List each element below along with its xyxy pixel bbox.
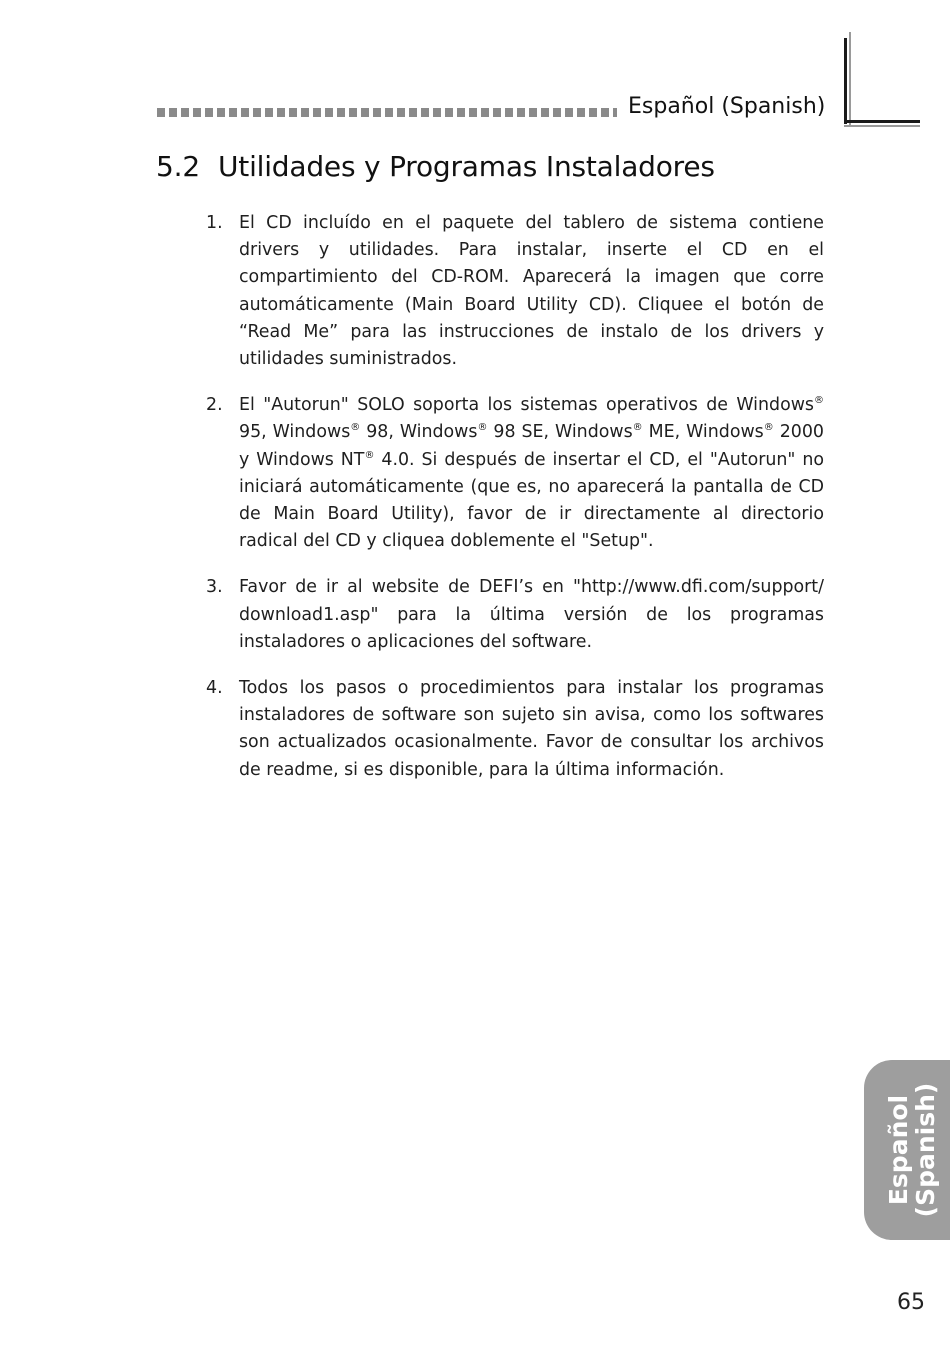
list-item-text-part: 2000 y Windows NT bbox=[239, 422, 824, 470]
list-item-text: Todos los pasos o procedimientos para instalar los programas instaladores de software son sujeto sin avisa, como los softwares son actualizados ocasionalmente. Favor de consultar los archivos de readme, si es disponible, para la última información. bbox=[239, 678, 824, 780]
instruction-list bbox=[200, 210, 824, 803]
side-tab-line2: (Spanish) bbox=[911, 1082, 940, 1218]
registered-mark: ® bbox=[814, 395, 824, 407]
registered-mark: ® bbox=[763, 422, 774, 434]
side-language-tab bbox=[864, 1060, 950, 1240]
list-item-text: Favor de ir al website de DEFI’s en "http://www.dfi.com/support/ download1.asp" para la última versión de los programas instaladores o aplicaciones del software. bbox=[239, 577, 824, 652]
list-item-text-part: 4.0. Si después de insertar el CD, el "Autorun" no iniciará automáticamente (que es, no aparecerá la pantalla de CD de Main Board Utility), favor de ir directamente al directorio radical del CD y cliquea doblemente el "Setup". bbox=[239, 449, 825, 552]
registered-mark: ® bbox=[632, 422, 643, 434]
list-item-text-part: 95, Windows bbox=[239, 422, 351, 443]
section-title bbox=[156, 150, 715, 183]
list-item-number: 2. bbox=[206, 395, 223, 416]
section-number: 5.2 bbox=[156, 150, 200, 183]
list-item-number: 4. bbox=[206, 678, 223, 699]
registered-mark: ® bbox=[350, 422, 361, 434]
corner-bracket-line bbox=[844, 38, 847, 124]
list-item-number: 1. bbox=[206, 213, 223, 233]
page-number: 65 bbox=[897, 1290, 925, 1315]
corner-bracket-shadow bbox=[849, 32, 851, 126]
header-dotted-rule bbox=[157, 108, 617, 117]
list-item bbox=[200, 574, 824, 656]
list-item-text-part: 98, Windows bbox=[360, 422, 478, 443]
list-item bbox=[200, 210, 824, 373]
list-item-text-part: 98 SE, Windows bbox=[487, 422, 633, 443]
list-item bbox=[200, 392, 824, 555]
header-language-label: Español (Spanish) bbox=[628, 94, 826, 119]
list-item bbox=[200, 675, 824, 784]
list-item-text-part: El "Autorun" SOLO soporta los sistemas operativos de Windows bbox=[239, 395, 814, 416]
corner-bracket-line bbox=[844, 120, 920, 123]
section-title-text: Utilidades y Programas Instaladores bbox=[218, 150, 715, 183]
registered-mark: ® bbox=[364, 449, 375, 461]
side-tab-label bbox=[885, 1083, 939, 1218]
side-tab-line1: Español bbox=[884, 1094, 913, 1206]
list-item-number: 3. bbox=[206, 577, 223, 598]
list-item-text-part: ME, Windows bbox=[642, 422, 764, 443]
corner-bracket-shadow bbox=[844, 125, 920, 127]
registered-mark: ® bbox=[477, 422, 488, 434]
list-item-text: El CD incluído en el paquete del tablero de sistema contiene drivers y utilidades. Para instalar, inserte el CD en el compartimiento del CD-ROM. Aparecerá la imagen que corre automáticamente (Main Board Utility CD). Cliquee el botón de “Read Me” para las instrucciones de instalo de los drivers y utilidades suministrados. bbox=[239, 213, 824, 370]
